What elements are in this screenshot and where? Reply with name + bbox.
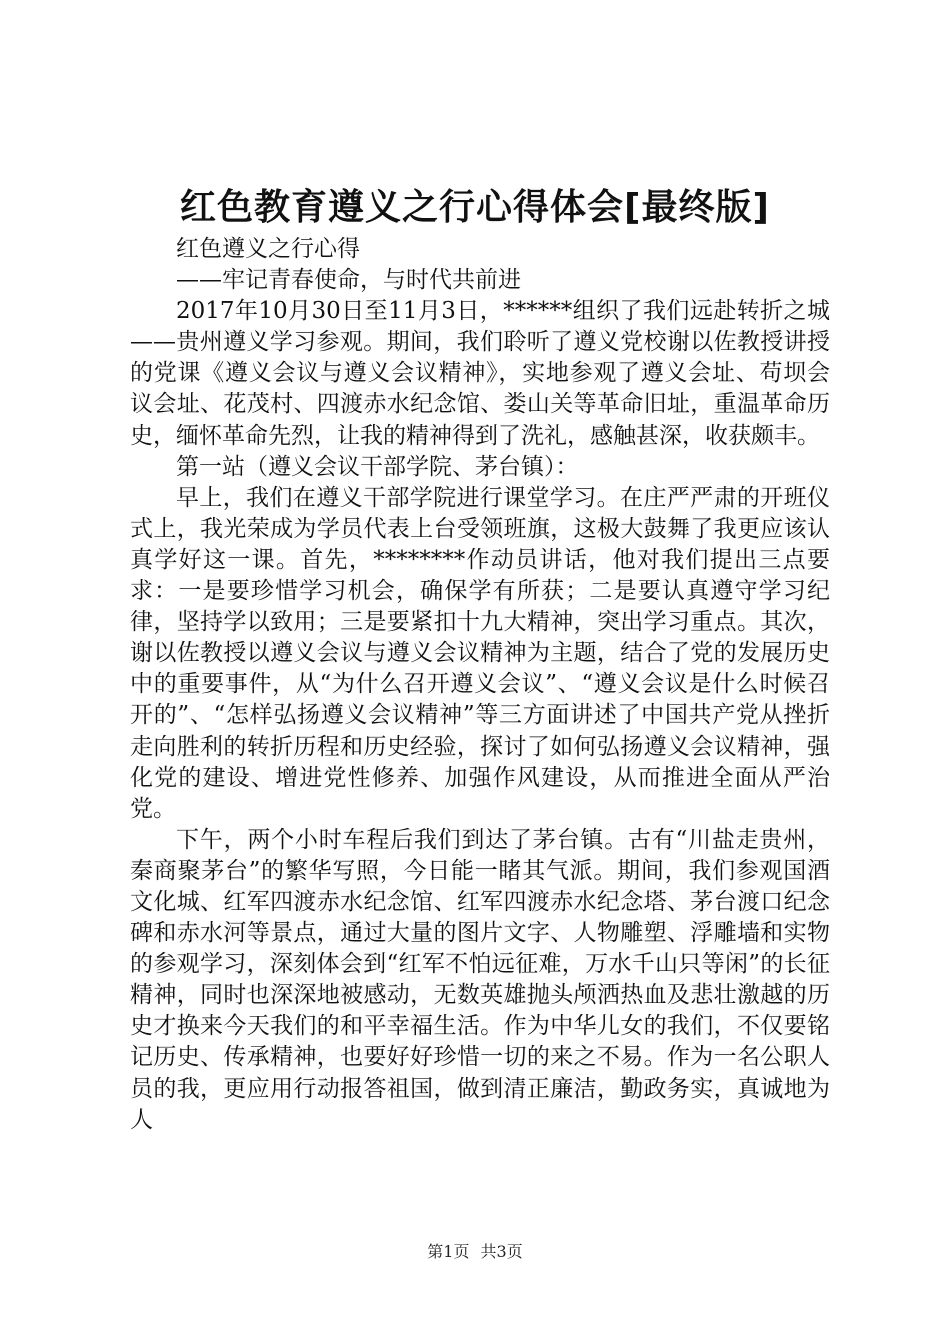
- page-number: 第1页: [427, 1242, 470, 1261]
- morning-paragraph: 早上，我们在遵义干部学院进行课堂学习。在庄严严肃的开班仪式上，我光荣成为学员代表上台受领班旗，这极大鼓舞了我更应该认真学好这一课。首先，********作动员讲话，他对我们提出三点要求：一是要珍惜学习机会，确保学有所获；二是要认真遵守学习纪律，坚持学以致用；三是要紧扣十九大精神，突出学习重点。其次，谢以佐教授以遵义会议与遵义会议精神为主题，结合了党的发展历史中的重要事件，从“为什么召开遵义会议”、“遵义会议是什么时候召开的”、“怎样弘扬遵义会议精神”等三方面讲述了中国共产党从挫折走向胜利的转折历程和历史经验，探讨了如何弘扬遵义会议精神，强化党的建设、增进党性修养、加强作风建设，从而推进全面从严治党。: [130, 484, 830, 822]
- document-title: 红色教育遵义之行心得体会[最终版]: [180, 187, 770, 228]
- tagline-paragraph: ——牢记青春使命，与时代共前进: [176, 267, 521, 294]
- page-footer: [0, 1242, 950, 1262]
- section-heading-paragraph: 第一站（遵义会议干部学院、茅台镇）：: [176, 453, 579, 480]
- afternoon-paragraph: 下午，两个小时车程后我们到达了茅台镇。古有“川盐走贵州，秦商聚茅台”的繁华写照，今日能一睹其气派。期间，我们参观国酒文化城、红军四渡赤水纪念馆、红军四渡赤水纪念塔、茅台渡口纪念碑和赤水河等景点，通过大量的图片文字、人物雕塑、浮雕墙和实物的参观学习，深刻体会到“红军不怕远征难，万水千山只等闲”的长征精神，同时也深深地被感动，无数英雄抛头颅洒热血及悲壮激越的历史才换来今天我们的和平幸福生活。作为中华儿女的我们，不仅要铭记历史、传承精神，也要好好珍惜一切的来之不易。作为一名公职人员的我，更应用行动报答祖国，做到清正廉洁，勤政务实，真诚地为人: [130, 826, 830, 1133]
- intro-paragraph: 2017年10月30日至11月3日，******组织了我们远赴转折之城——贵州遵义学习参观。期间，我们聆听了遵义党校谢以佐教授讲授的党课《遵义会议与遵义会议精神》，实地参观了遵义会址、苟坝会议会址、花茂村、四渡赤水纪念馆、娄山关等革命旧址，重温革命历史，缅怀革命先烈，让我的精神得到了洗礼，感触甚深，收获颇丰。: [130, 298, 830, 449]
- subtitle-paragraph: 红色遵义之行心得: [176, 236, 360, 262]
- page-total: 共3页: [480, 1242, 523, 1261]
- document-body: [130, 234, 830, 1136]
